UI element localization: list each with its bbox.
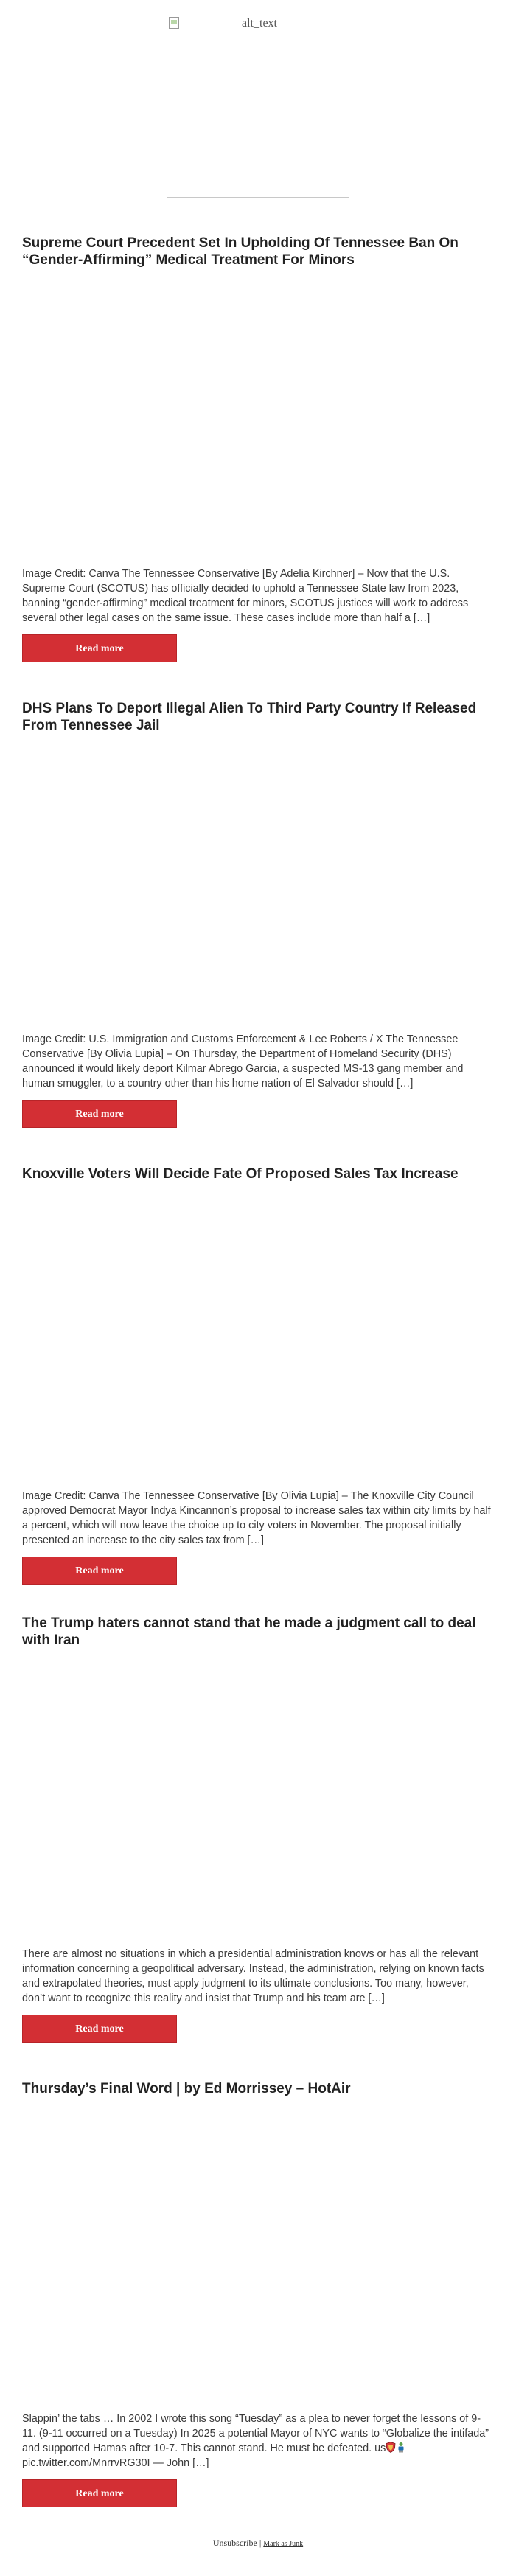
logo-alt-text: alt_text [242,17,277,30]
article-excerpt-text: Slappin’ the tabs … In 2002 I wrote this song “Tuesday” as a plea to never forget the lessons of 9-11. (9-11 occurred on a Tuesday) In 2025 a potential Mayor of NYC wants to “Globalize the intifada” and supported Hamas after 10-7. This cannot stand. He must be defeated. us [22,2413,489,2454]
person-emoji-icon [396,2442,406,2453]
article-card [22,235,494,662]
article-image [22,269,494,567]
unsubscribe-link[interactable]: Unsubscribe [212,2538,257,2548]
newsletter-logo [167,15,349,198]
article-excerpt-tail: pic.twitter.com/MnrrvRG30I — John […] [22,2457,209,2469]
footer [0,2538,516,2549]
article-title[interactable]: DHS Plans To Deport Illegal Alien To Third Party Country If Released From Tennessee Jail [22,701,477,733]
article-image [22,1649,494,1947]
article-title[interactable]: Knoxville Voters Will Decide Fate Of Proposed Sales Tax Increase [22,1166,459,1182]
article-excerpt: Image Credit: Canva The Tennessee Conservative [By Olivia Lupia] – The Knoxville City Council approved Democrat Mayor Indya Kincannon’s proposal to increase sales tax within city limits by half a percent, which will now leave the choice up to city voters in November. The proposal initially presented an increase to the city sales tax from […] [22,1490,491,1546]
article-card [22,2080,494,2507]
article-title[interactable]: Supreme Court Precedent Set In Upholding Of Tennessee Ban On “Gender-Affirming” Medical Treatment For Minors [22,235,459,268]
article-image [22,1183,494,1489]
article-image [22,2097,494,2411]
read-more-button[interactable]: Read more [22,1100,177,1128]
article-image [22,734,494,1032]
article-excerpt: There are almost no situations in which a presidential administration knows or has all the relevant information concerning a geopolitical adversary. Instead, the administration, relying on known facts and extrapolated theories, must apply judgment to its ultimate conclusions. Too many, however, don’t want to recognize this reality and insist that Trump and his team are […] [22,1948,484,2004]
article-excerpt: Image Credit: Canva The Tennessee Conservative [By Adelia Kirchner] – Now that the U.S. Supreme Court (SCOTUS) has officially decided to uphold a Tennessee State law from 2023, banning “gender-affirming” medical treatment for minors, SCOTUS justices will work to address several other legal cases on the same issue. These cases include more than half a […] [22,568,469,624]
article-card [22,1166,494,1585]
shield-emoji-icon [386,2442,396,2453]
article-title[interactable]: The Trump haters cannot stand that he made a judgment call to deal with Iran [22,1616,476,1648]
read-more-button[interactable]: Read more [22,634,177,662]
read-more-button[interactable]: Read more [22,2015,177,2043]
read-more-button[interactable]: Read more [22,1557,177,1585]
article-card [22,1615,494,2043]
footer-separator: | [259,2538,262,2548]
article-excerpt: Image Credit: U.S. Immigration and Customs Enforcement & Lee Roberts / X The Tennessee Conservative [By Olivia Lupia] – On Thursday, the Department of Homeland Security (DHS) announced it would likely deport Kilmar Abrego Garcia, a suspected MS-13 gang member and human smuggler, to a country other than his home nation of El Salvador should […] [22,1033,464,1090]
mark-as-junk-link[interactable]: Mark as Junk [263,2540,304,2548]
article-title[interactable]: Thursday’s Final Word | by Ed Morrissey – HotAir [22,2081,351,2097]
broken-image-placeholder [167,17,349,197]
article-excerpt [22,2411,494,2471]
article-card [22,700,494,1128]
broken-image-icon [169,17,179,29]
read-more-button[interactable]: Read more [22,2479,177,2507]
